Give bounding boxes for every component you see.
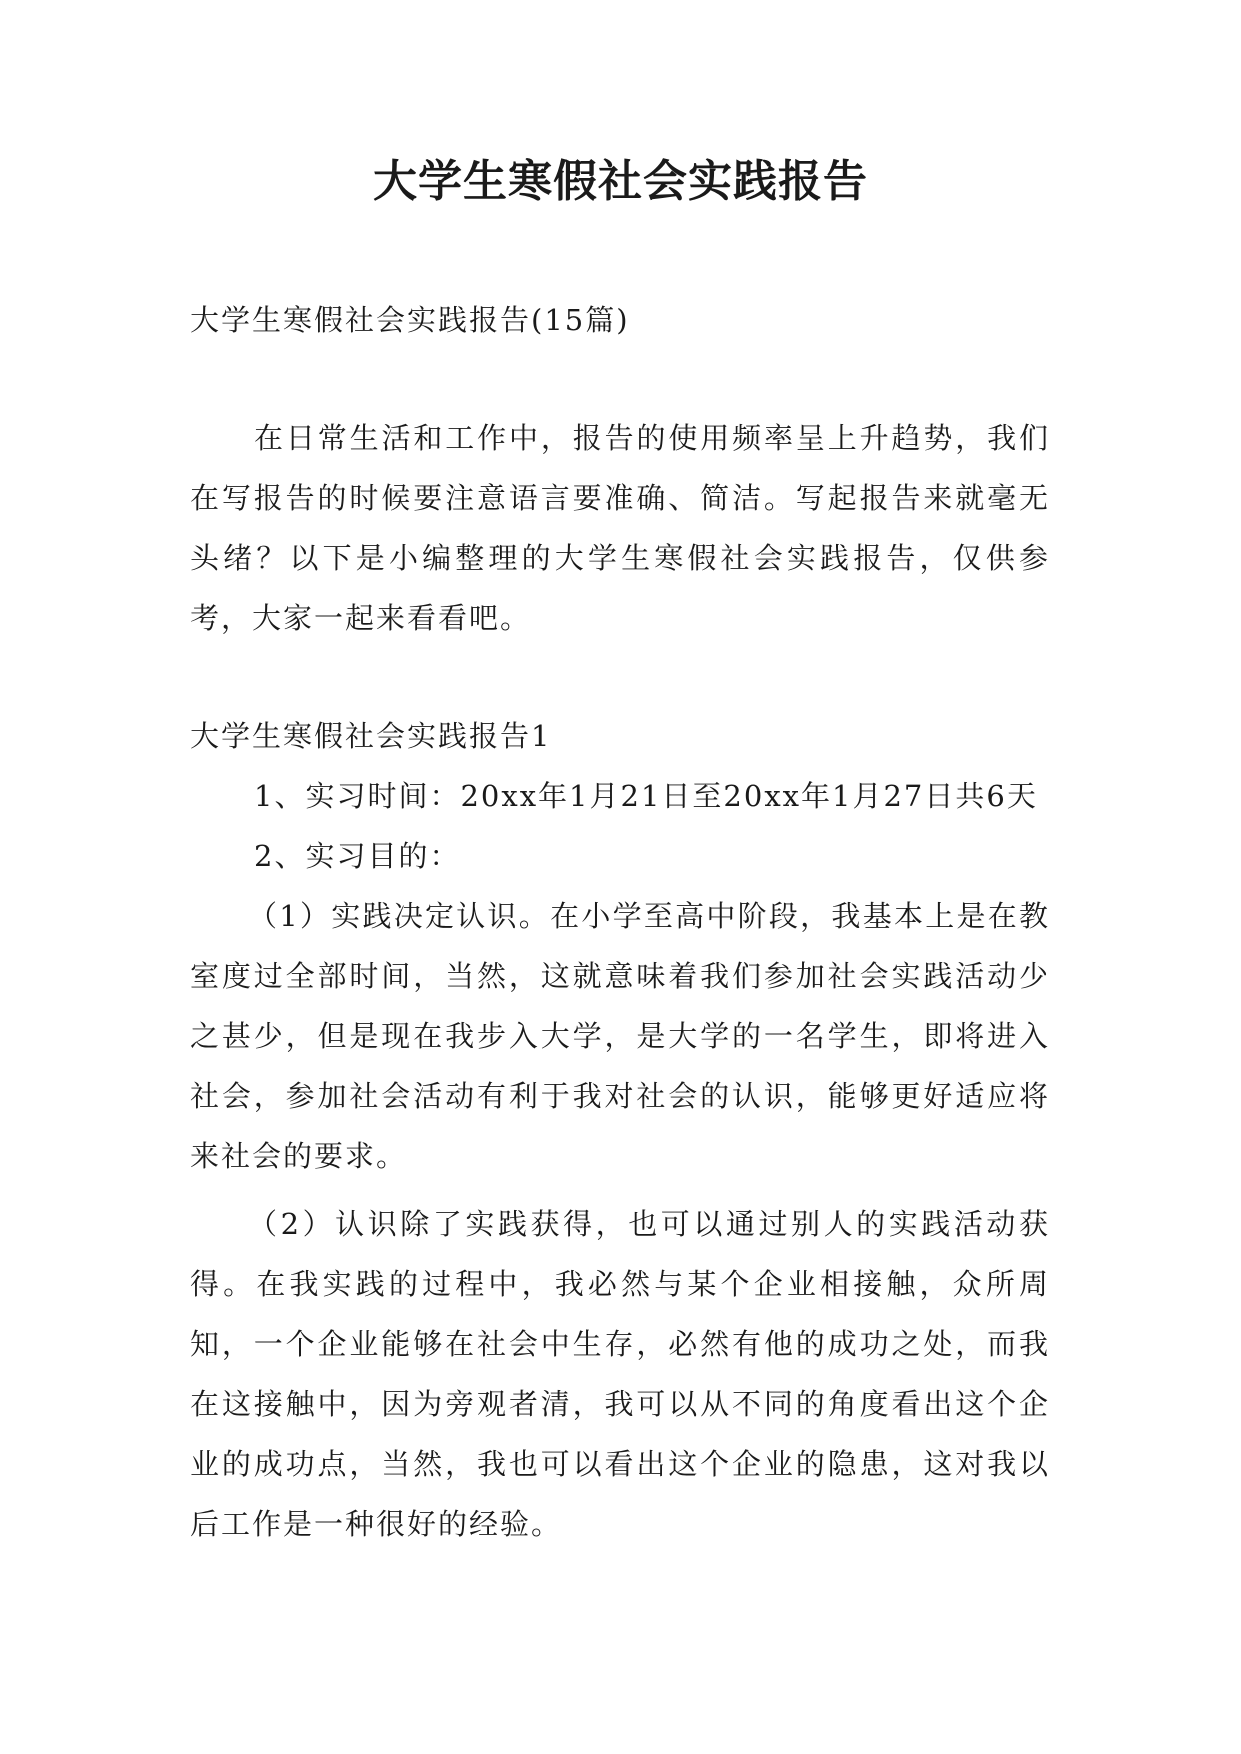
section-heading: 大学生寒假社会实践报告1: [190, 719, 552, 753]
document-body: [190, 290, 1050, 1554]
document-title: 大学生寒假社会实践报告: [373, 156, 868, 207]
document-subtitle: 大学生寒假社会实践报告(15篇): [190, 303, 630, 337]
internship-purpose-item: 2、实习目的：: [254, 839, 461, 873]
purpose-paragraph-2: （2）认识除了实践获得，也可以通过别人的实践活动获得。在我实践的过程中，我必然与某个企业相接触，众所周知，一个企业能够在社会中生存，必然有他的成功之处，而我在这接触中，因为旁观者清，我可以从不同的角度看出这个企业的成功点，当然，我也可以看出这个企业的隐患，这对我以后工作是一种很好的经验。: [190, 1207, 1050, 1541]
intro-paragraph: 在日常生活和工作中，报告的使用频率呈上升趋势，我们在写报告的时候要注意语言要准确、简洁。写起报告来就毫无头绪？以下是小编整理的大学生寒假社会实践报告，仅供参考，大家一起来看看吧。: [190, 421, 1050, 635]
purpose-paragraph-1: （1）实践决定认识。在小学至高中阶段，我基本上是在教室度过全部时间，当然，这就意味着我们参加社会实践活动少之甚少，但是现在我步入大学，是大学的一名学生，即将进入社会，参加社会活动有利于我对社会的认识，能够更好适应将来社会的要求。: [190, 899, 1050, 1173]
internship-time-item: 1、实习时间：20xx年1月21日至20xx年1月27日共6天: [254, 779, 1038, 813]
